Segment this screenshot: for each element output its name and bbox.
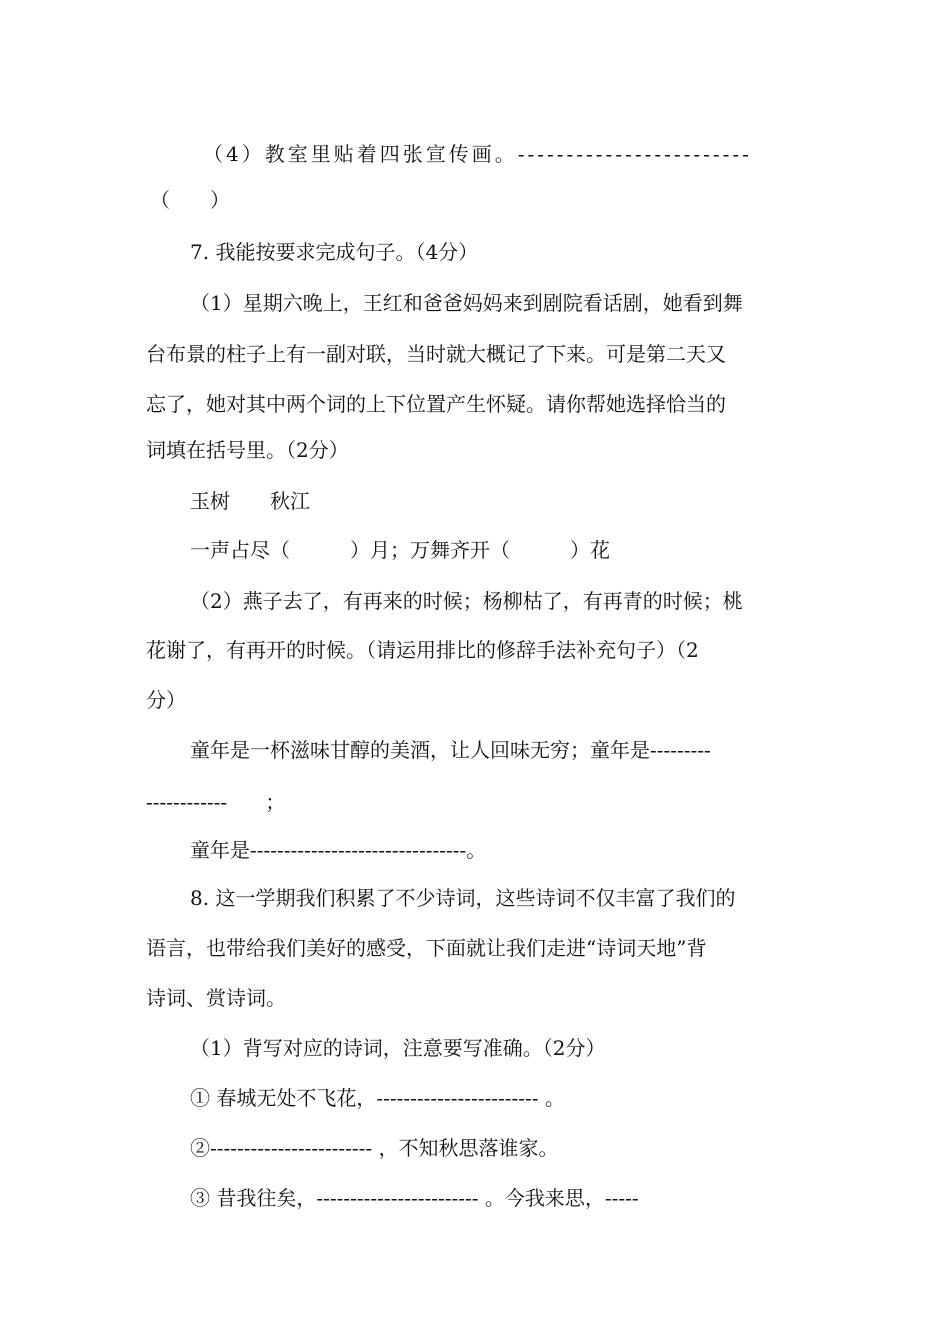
couplet-blanks: 一声占尽（ ）月；万舞齐开（ ）花 xyxy=(190,538,610,562)
question-7-part-1-line-1: （1）星期六晚上，王红和爸爸妈妈来到剧院看话剧，她看到舞 xyxy=(190,291,743,315)
childhood-sentence-line-3: 童年是--------------------------------。 xyxy=(190,838,487,862)
word-options: 玉树 秋江 xyxy=(190,489,310,513)
question-7-part-1-line-3: 忘了，她对其中两个词的上下位置产生怀疑。请你帮她选择恰当的 xyxy=(146,392,726,416)
childhood-sentence-line-1: 童年是一杯滋味甘醇的美酒，让人回味无穷；童年是--------- xyxy=(190,738,711,762)
question-7-part-2-line-1: （2）燕子去了，有再来的时候；杨柳枯了，有再青的时候；桃 xyxy=(190,589,743,613)
poem-blank-1: ① 春城无处不飞花，------------------------ 。 xyxy=(190,1086,565,1110)
question-7-part-2-line-3: 分） xyxy=(146,688,186,712)
question-7-heading: 7. 我能按要求完成句子。（4分） xyxy=(190,240,479,264)
question-6-item-4: （4）教室里贴着四张宣传画。------------------------ xyxy=(203,142,752,166)
question-8-line-3: 诗词、赏诗词。 xyxy=(146,986,286,1010)
question-8-line-2: 语言，也带给我们美好的感受，下面就让我们走进“诗词天地”背 xyxy=(146,936,707,960)
question-8-line-1: 8. 这一学期我们积累了不少诗词，这些诗词不仅丰富了我们的 xyxy=(190,886,736,910)
question-7-part-1-line-2: 台布景的柱子上有一副对联，当时就大概记了下来。可是第二天又 xyxy=(146,342,726,366)
childhood-sentence-line-2: ------------ ； xyxy=(146,790,286,814)
poem-blank-2: ②------------------------ ，不知秋思落谁家。 xyxy=(190,1136,559,1160)
answer-parentheses: （ ） xyxy=(150,188,230,212)
poem-blank-3: ③ 昔我往矣，------------------------ 。今我来思，----- xyxy=(190,1186,639,1210)
question-7-part-1-line-4: 词填在括号里。（2分） xyxy=(146,438,349,462)
question-8-part-1: （1）背写对应的诗词，注意要写准确。（2分） xyxy=(190,1036,606,1060)
question-7-part-2-line-2: 花谢了，有再开的时候。（请运用排比的修辞手法补充句子）（2 xyxy=(146,638,699,662)
